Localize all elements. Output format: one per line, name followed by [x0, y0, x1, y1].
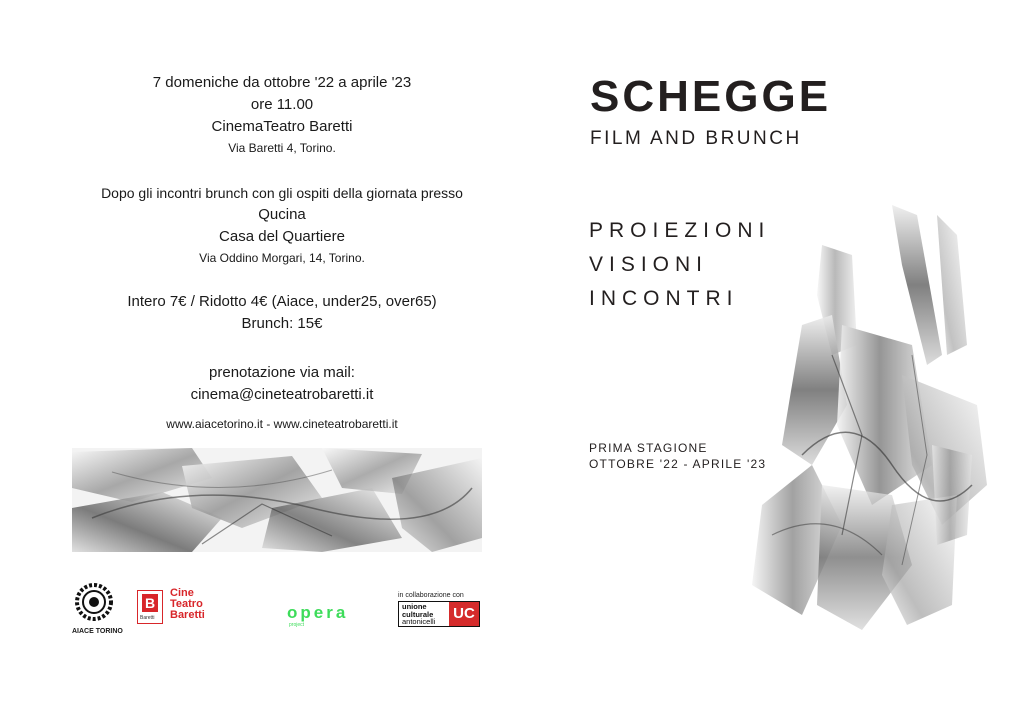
brunch-block — [60, 182, 504, 268]
brunch-place-1: Qucina — [258, 206, 306, 223]
season-label: PRIMA STAGIONE — [589, 441, 708, 455]
baretti-word-1: Cine — [170, 587, 194, 599]
keyword-visioni: VISIONI — [589, 253, 709, 276]
baretti-word-2: Teatro — [170, 598, 203, 610]
page-title: SCHEGGE — [590, 72, 832, 121]
keyword-incontri: INCONTRI — [589, 287, 739, 310]
opera-wordmark: opera — [287, 603, 349, 622]
keyword-proiezioni: PROIEZIONI — [589, 219, 771, 242]
booking-email[interactable]: cinema@cineteatrobaretti.it — [190, 386, 374, 403]
baretti-small-label: Baretti — [140, 615, 155, 621]
prices-block — [60, 291, 504, 335]
cineteatro-baretti-logo — [137, 588, 217, 632]
aiace-torino-logo — [72, 582, 123, 635]
brunch-intro: Dopo gli incontri brunch con gli ospiti della giornata presso — [101, 185, 463, 201]
schedule-venue: CinemaTeatro Baretti — [211, 118, 353, 135]
baretti-wordmark — [170, 588, 205, 621]
schedule-time: ore 11.00 — [250, 96, 314, 113]
aiace-label: AIACE TORINO — [72, 628, 123, 635]
opera-logo — [287, 604, 379, 632]
uc-word-3: antonicelli — [402, 617, 436, 626]
partner-logos — [0, 578, 512, 638]
baretti-letter: B — [142, 594, 158, 612]
unione-culturale-logo — [398, 592, 482, 634]
season-dates: OTTOBRE '22 - APRILE '23 — [589, 457, 767, 471]
glass-shards-image — [72, 448, 482, 552]
websites-links[interactable]: www.aiacetorino.it - www.cineteatrobaretti.it — [166, 417, 398, 431]
uc-mark: UC — [449, 602, 479, 626]
schedule-address: Via Baretti 4, Torino. — [228, 141, 336, 155]
baretti-box-icon — [137, 590, 163, 624]
booking-block — [60, 362, 504, 406]
uc-word-1: unione — [402, 602, 427, 611]
brunch-place-2: Casa del Quartiere — [219, 228, 345, 245]
brunch-price: Brunch: 15€ — [241, 315, 323, 332]
baretti-word-3: Baretti — [170, 609, 205, 621]
right-panel — [512, 0, 1024, 722]
aiace-gear-icon — [72, 582, 116, 622]
brunch-address: Via Oddino Morgari, 14, Torino. — [199, 251, 365, 265]
glass-sculpture-image — [742, 205, 994, 630]
booking-label: prenotazione via mail: — [209, 364, 355, 381]
schedule-block — [60, 72, 504, 158]
uc-word-2: culturale — [402, 609, 434, 619]
uc-wordmark — [402, 603, 435, 626]
season-block — [589, 440, 766, 472]
ticket-prices: Intero 7€ / Ridotto 4€ (Aiace, under25, over65) — [127, 293, 437, 310]
websites-block — [60, 414, 504, 434]
opera-sub-label: project — [289, 622, 305, 628]
schedule-dates: 7 domeniche da ottobre '22 a aprile '23 — [152, 74, 412, 91]
page-subtitle: FILM AND BRUNCH — [590, 128, 802, 149]
uc-box — [398, 601, 480, 627]
collab-label: in collaborazione con — [398, 592, 464, 599]
